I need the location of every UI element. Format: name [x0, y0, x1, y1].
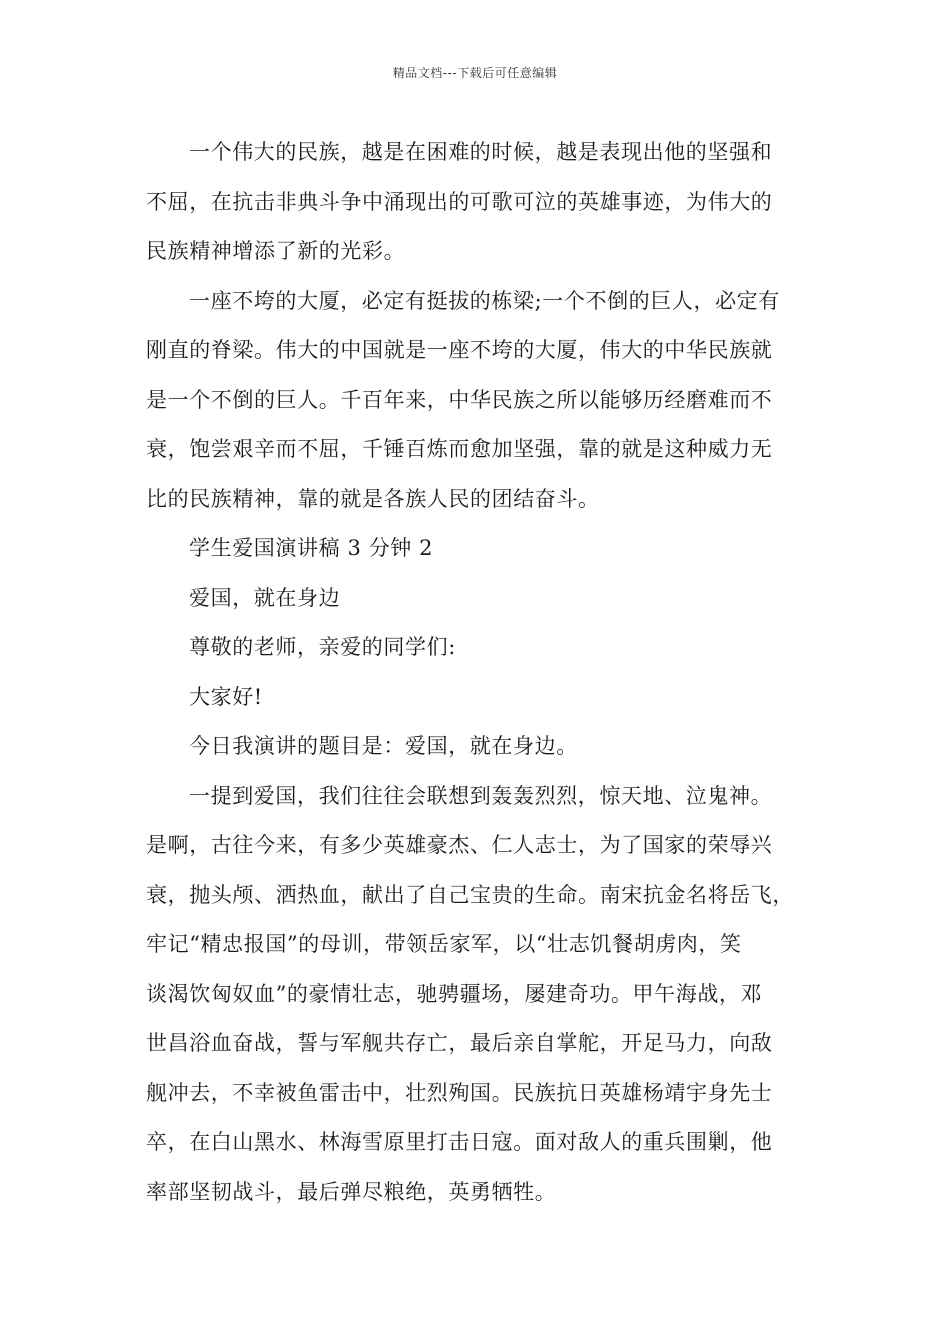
paragraph-line: 比的民族精神，靠的就是各族人民的团结奋斗。 [146, 486, 600, 511]
paragraph-line: 是啊，古往今来，有多少英雄豪杰、仁人志士，为了国家的荣辱兴 [146, 833, 773, 857]
greeting: 大家好! [189, 684, 263, 709]
paragraph-line: 牢记“精忠报国”的母训，带领岳家军，以“壮志饥餐胡虏肉，笑 [146, 932, 742, 956]
paragraph-line: 一座不垮的大厦，必定有挺拔的栋梁;一个不倒的巨人，必定有 [189, 288, 780, 313]
section-title: 学生爱国演讲稿 3 分钟 2 [189, 536, 434, 560]
document-body [146, 128, 818, 1217]
paragraph-line: 今日我演讲的题目是：爱国，就在身边。 [189, 734, 578, 758]
paragraph-line: 舰冲去，不幸被鱼雷击中，壮烈殉国。民族抗日英雄杨靖宇身先士 [146, 1080, 773, 1105]
paragraph-line: 不屈，在抗击非典斗争中涌现出的可歌可泣的英雄事迹，为伟大的 [146, 189, 773, 214]
paragraph-line: 是一个不倒的巨人。千百年来，中华民族之所以能够历经磨难而不 [146, 387, 773, 412]
paragraph-line: 一提到爱国，我们往往会联想到轰轰烈烈，惊天地、泣鬼神。 [189, 783, 773, 808]
paragraph-line: 率部坚韧战斗，最后弹尽粮绝，英勇牺牲。 [146, 1179, 557, 1204]
paragraph-line: 世昌浴血奋战，誓与军舰共存亡，最后亲自掌舵，开足马力，向敌 [146, 1031, 773, 1055]
paragraph-line: 卒，在白山黑水、林海雪原里打击日寇。面对敌人的重兵围剿，他 [146, 1130, 773, 1154]
paragraph-line: 衰，抛头颅、洒热血，献出了自己宝贵的生命。南宋抗金名将岳飞， [146, 882, 794, 907]
page-header: 精品文档---下载后可任意编辑 [392, 66, 558, 80]
paragraph-line: 刚直的脊梁。伟大的中国就是一座不垮的大厦，伟大的中华民族就 [146, 338, 773, 362]
paragraph-line: 衰，饱尝艰辛而不屈，千锤百炼而愈加坚强，靠的就是这种威力无 [146, 437, 773, 461]
paragraph-line: 一个伟大的民族，越是在困难的时候，越是表现出他的坚强和 [189, 140, 773, 164]
paragraph-line: 谈渴饮匈奴血”的豪情壮志，驰骋疆场，屡建奇功。甲午海战，邓 [146, 981, 763, 1006]
salutation: 尊敬的老师，亲爱的同学们: [189, 635, 456, 659]
speech-title: 爱国，就在身边 [189, 585, 341, 610]
paragraph-line: 民族精神增添了新的光彩。 [146, 239, 406, 263]
